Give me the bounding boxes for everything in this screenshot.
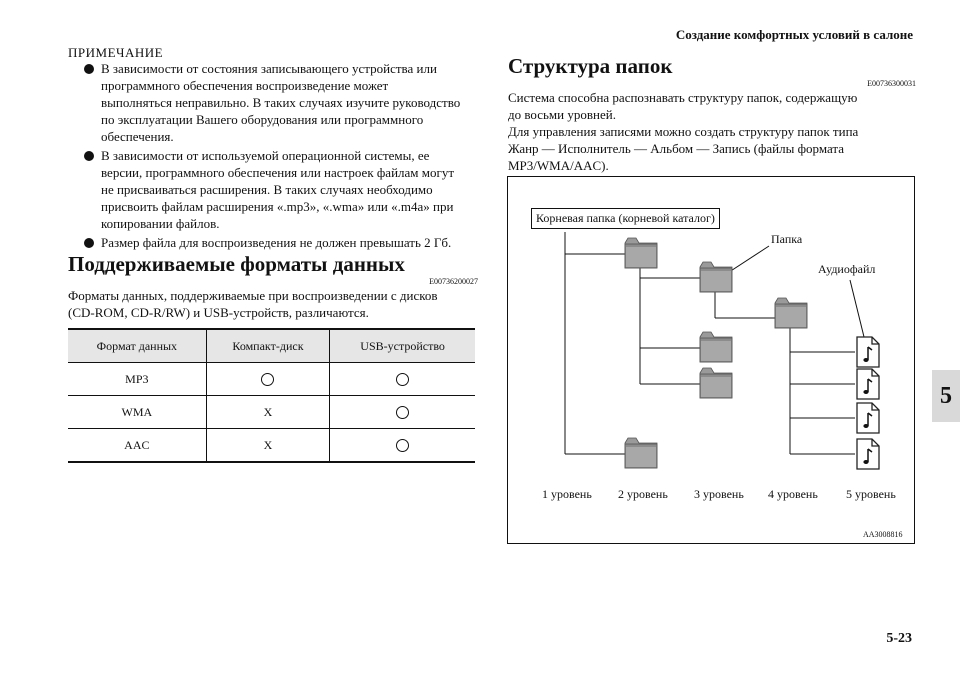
folders-text — [508, 89, 916, 174]
table-header-row — [68, 329, 475, 363]
level-label-5: 5 уровень — [846, 487, 896, 501]
usb-cell — [330, 429, 475, 463]
level-label-2: 2 уровень — [618, 487, 668, 501]
audio-file-label: Аудиофайл — [818, 262, 876, 276]
audio-file-icon — [857, 337, 879, 367]
col-cd-header: Компакт-диск — [206, 329, 330, 363]
note-title: ПРИМЕЧАНИЕ — [68, 45, 164, 60]
folders-text-line: Система способна распознавать структуру папок, содержащую — [508, 90, 858, 105]
folder-icon — [625, 438, 657, 468]
note-list — [68, 60, 478, 253]
note-bullet-3 — [68, 234, 478, 251]
formats-table — [68, 328, 475, 463]
folder-icon — [700, 262, 732, 292]
formats-code: E00736200027 — [429, 277, 478, 286]
cd-cell — [206, 363, 330, 396]
level-label-4: 4 уровень — [768, 487, 818, 501]
col-format-header: Формат данных — [68, 329, 206, 363]
audio-file-icon — [857, 369, 879, 399]
audio-file-icon — [857, 439, 879, 469]
supported-circle-icon — [396, 373, 409, 386]
bullet-dot-icon — [84, 64, 94, 74]
section-header: Создание комфортных условий в салоне — [675, 27, 913, 42]
cd-cell: X — [206, 429, 330, 463]
supported-circle-icon — [396, 439, 409, 452]
audio-file-icon — [857, 403, 879, 433]
note-bullet-2 — [68, 147, 478, 232]
formats-heading: Поддерживаемые форматы данных — [68, 252, 405, 276]
bullet-dot-icon — [84, 238, 94, 248]
note-line: копировании файлов. — [101, 216, 220, 231]
folder-label: Папка — [771, 232, 803, 246]
note-line: не присваиваться расширения. В таких случаях необходимо — [101, 182, 433, 197]
page-number: 5-23 — [886, 631, 912, 646]
note-line: выполняться неправильно. В таких случаях изучите руководство — [101, 95, 461, 110]
note-line: В зависимости от используемой операционной системы, ее — [101, 148, 430, 163]
format-cell: MP3 — [68, 363, 206, 396]
folders-text-line: до восьми уровней. — [508, 107, 616, 122]
bullet-dot-icon — [84, 151, 94, 161]
supported-circle-icon — [261, 373, 274, 386]
note-line: версии, программного обеспечения или настроек файлам могут — [101, 165, 455, 180]
root-folder-label: Корневая папка (корневой каталог) — [531, 208, 720, 229]
folders-code: E00736300031 — [867, 79, 916, 88]
table-row — [68, 363, 475, 396]
usb-cell — [330, 363, 475, 396]
folder-icon — [700, 368, 732, 398]
note-line: Размер файла для воспроизведения не должен превышать 2 Гб. — [101, 235, 452, 250]
folders-text-line: Жанр — Исполнитель — Альбом — Запись (файлы формата — [508, 141, 844, 156]
formats-text-line: (CD-ROM, CD-R/RW) и USB-устройств, различаются. — [68, 305, 369, 320]
formats-text — [68, 287, 478, 321]
formats-text-line: Форматы данных, поддерживаемые при воспроизведении с дисков — [68, 288, 438, 303]
note-line: В зависимости от состояния записывающего устройства или — [101, 61, 437, 76]
note-line: программного обеспечения воспроизведение может — [101, 78, 389, 93]
note-bullet-1 — [68, 60, 478, 145]
format-cell: WMA — [68, 396, 206, 429]
folders-text-line: Для управления записями можно создать структуру папок типа — [508, 124, 859, 139]
level-label-1: 1 уровень — [542, 487, 592, 501]
folder-icon — [775, 298, 807, 328]
folder-icon — [625, 238, 657, 268]
folders-text-line: MP3/WMA/AAC). — [508, 158, 609, 173]
level-label-3: 3 уровень — [694, 487, 744, 501]
usb-cell — [330, 396, 475, 429]
table-row — [68, 429, 475, 463]
figure-code: AA3008816 — [863, 530, 903, 539]
folders-heading: Структура папок — [508, 54, 673, 78]
cd-cell: X — [206, 396, 330, 429]
note-line: присвоить файлам расширения «.mp3», «.wma» или «.m4a» при — [101, 199, 454, 214]
note-line: по эксплуатации Вашего оборудования или программного — [101, 112, 424, 127]
format-cell: AAC — [68, 429, 206, 463]
note-line: обеспечения. — [101, 129, 174, 144]
table-row — [68, 396, 475, 429]
chapter-tab: 5 — [932, 370, 960, 422]
col-usb-header: USB-устройство — [330, 329, 475, 363]
folder-icon — [700, 332, 732, 362]
supported-circle-icon — [396, 406, 409, 419]
